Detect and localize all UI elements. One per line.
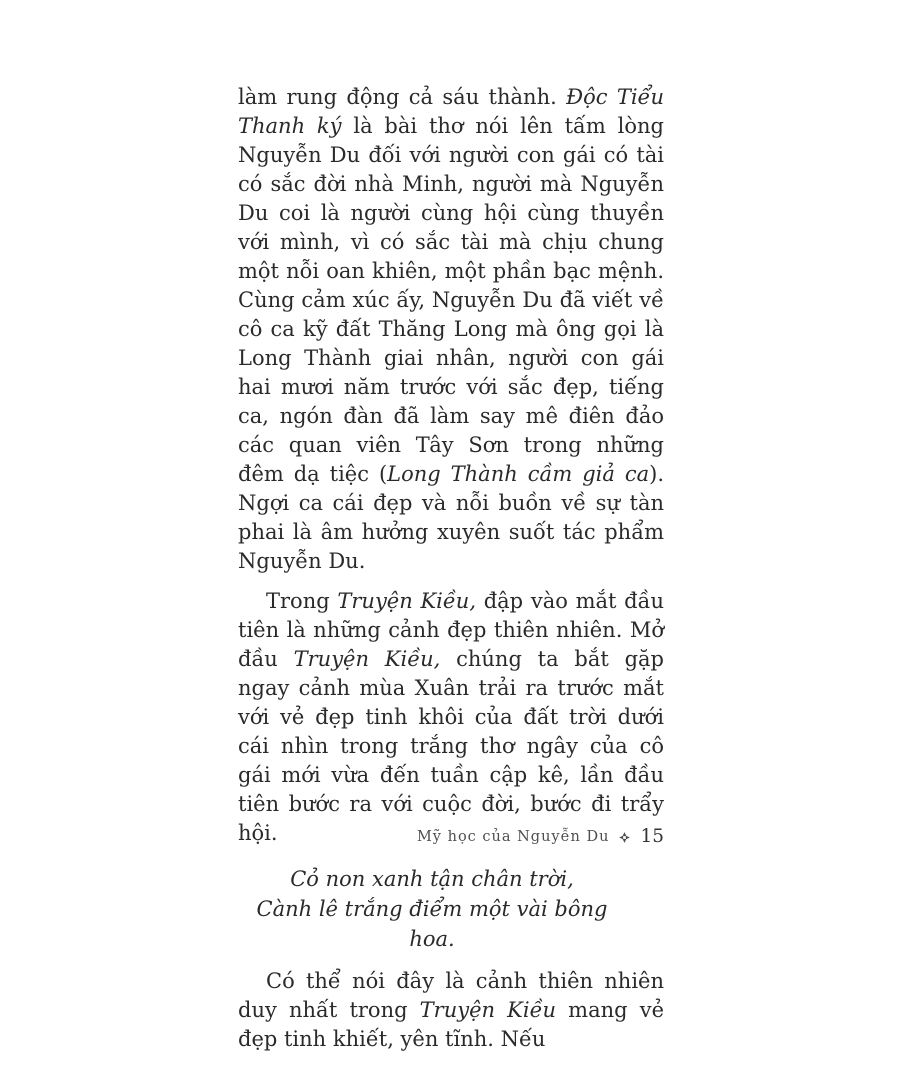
text-run: chúng ta bắt gặp ngay cảnh mùa Xuân trải ra trước mắt với vẻ đẹp tinh khôi của đất trời dưới cái nhìn trong trắng thơ ngây của cô gái mới vừa đến tuần cập kê, lần đầu tiên bước ra với cuộc đời, bước đi trẩy hội. bbox=[238, 647, 665, 845]
footer-book-title: Mỹ học của Nguyễn Du bbox=[416, 829, 610, 845]
italic-text-run: Long Thành cầm giả ca bbox=[387, 462, 650, 486]
running-footer bbox=[238, 826, 664, 848]
text-run: Trong bbox=[266, 589, 338, 613]
italic-text-run: Truyện Kiều, bbox=[337, 589, 476, 613]
text-run: mang vẻ đẹp tinh khiết, yên tĩnh. Nếu bbox=[238, 998, 664, 1051]
paragraph bbox=[238, 587, 664, 848]
text-run: đập vào mắt đầu tiên là những cảnh đẹp thiên nhiên. Mở đầu bbox=[238, 589, 664, 671]
text-run: là bài thơ nói lên tấm lòng Nguyễn Du đối với người con gái có tài có sắc đời nhà Minh, người mà Nguyễn Du coi là người cùng hội cùng thuyền với mình, vì có sắc tài mà chịu chung một nỗi oan khiên, một phần bạc mệnh. Cùng cảm xúc ấy, Nguyễn Du đã viết về cô ca kỹ đất Thăng Long mà ông gọi là Long Thành giai nhân, người con gái hai mươi năm trước với sắc đẹp, tiếng ca, ngón đàn đã làm say mê điên đảo các quan viên Tây Sơn trong những đêm dạ tiệc ( bbox=[238, 114, 664, 486]
text-run: làm rung động cả sáu thành. bbox=[238, 85, 567, 109]
italic-text-run: Truyện Kiều bbox=[419, 998, 557, 1022]
verse-line: Cỏ non xanh tận chân trời, bbox=[290, 867, 574, 891]
paragraph bbox=[238, 967, 664, 1054]
text-run: ). Ngợi ca cái đẹp và nỗi buồn về sự tàn phai là âm hưởng xuyên suốt tác phẩm Nguyễn Du. bbox=[238, 462, 664, 573]
paragraph bbox=[238, 83, 664, 576]
page-number: 15 bbox=[640, 826, 664, 847]
italic-text-run: Truyện Kiều, bbox=[293, 647, 441, 671]
italic-text-run: Độc Tiểu Thanh ký bbox=[238, 85, 664, 138]
text-block bbox=[238, 83, 664, 1065]
verse-line: Cành lê trắng điểm một vài bông hoa. bbox=[256, 897, 608, 951]
four-triangle-cross-icon bbox=[619, 832, 630, 843]
text-run: Có thể nói đây là cảnh thiên nhiên duy nhất trong bbox=[238, 969, 664, 1022]
verse-block bbox=[238, 864, 664, 954]
